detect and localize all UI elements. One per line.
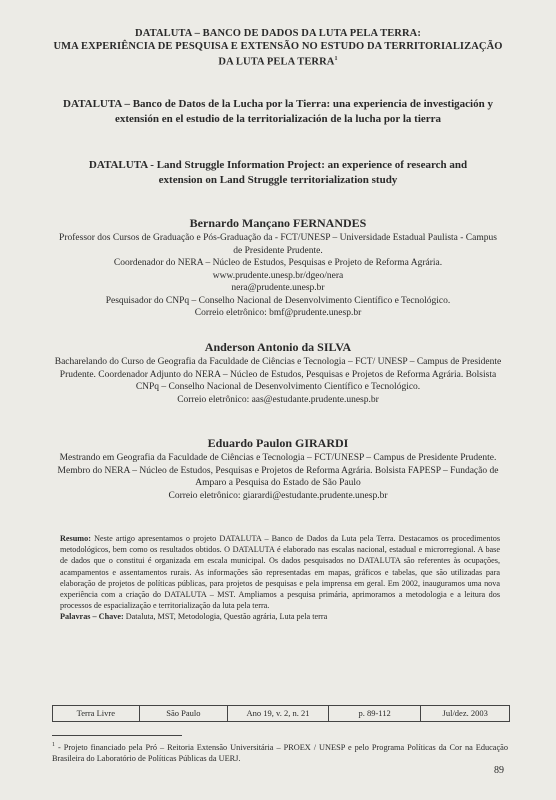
citation-pages: p. 89-112: [329, 706, 422, 721]
author-name: Bernardo Mançano FERNANDES: [189, 216, 367, 230]
author-block-silva: [54, 340, 502, 406]
keywords-label: Palavras – Chave:: [60, 612, 124, 622]
title-spanish: DATALUTA – Banco de Datos de la Lucha por la Tierra: una experiencia de investigación y extensión en el estudio de la territorialización de la lucha por la tierra: [63, 98, 493, 125]
abstract-label: Resumo:: [60, 534, 91, 543]
author-email: Correio eletrônico: aas@estudante.prudente.unesp.br: [177, 394, 379, 405]
author-affiliation: Pesquisador do CNPq – Conselho Nacional de Desenvolvimento Científico e Tecnológico.: [105, 295, 451, 306]
author-email: Correio eletrônico: giarardi@estudante.prudente.unesp.br: [168, 490, 388, 501]
citation-journal: Terra Livre: [53, 706, 140, 721]
title-pt-line3: [40, 53, 516, 69]
author-block-fernandes: [54, 216, 502, 320]
author-affiliation: Professor dos Cursos de Graduação e Pós-Graduação da - FCT/UNESP – Universidade Estadual Paulista - Campus de Presidente Prudente.: [59, 233, 497, 256]
abstract-text: Neste artigo apresentamos o projeto DATALUTA – Banco de Dados da Luta pela Terra. Destacamos os procedimentos metodológicos, bem como os resultados obtidos. O DATALUTA é elaborado nas escalas nacional, estadual e microrregional. A base de dados que o constitui é organizada em escala municipal. Os dados pesquisados no DATALUTA são referentes às ocupações, acampamentos e assentamentos rurais. As informações são representadas em mapas, gráficos e tabelas, que são utilizadas para elaboração de projetos de políticas públicas, para projetos de pesquisas e pela imprensa em geral. Em 2002, inauguramos uma nova experiência com a criação do DATALUTA – MST. Ampliamos a pesquisa primária, aprimoramos a metodologia e a leitura dos processos de espacialização e territorialização da luta pela terra.: [60, 534, 501, 611]
title-english: DATALUTA - Land Struggle Information Project: an experience of research and extension on Land Struggle territorialization study: [88, 159, 468, 186]
title-footnote-marker: 1: [334, 56, 338, 62]
title-pt-line2: UMA EXPERIÊNCIA DE PESQUISA E EXTENSÃO NO ESTUDO DA TERRITORIALIZAÇÃO: [53, 41, 503, 52]
author-email: nera@prudente.unesp.br: [231, 283, 325, 293]
author-affiliation: Coordenador do NERA – Núcleo de Estudos, Pesquisas e Projeto de Reforma Agrária.: [113, 258, 443, 268]
author-name: Eduardo Paulon GIRARDI: [207, 436, 349, 450]
title-pt-line1: DATALUTA – BANCO DE DADOS DA LUTA PELA TERRA:: [135, 28, 421, 39]
footnote-marker: 1: [52, 742, 55, 748]
citation-box: [52, 705, 510, 722]
footnote-text: - Projeto financiado pela Pró – Reitoria Extensão Universitária – PROEX / UNESP e pelo Programa Políticas da Cor na Educação Brasileira do Laboratório de Políticas Públicas da UERJ.: [52, 742, 508, 764]
title-portuguese: [40, 27, 516, 69]
citation-city: São Paulo: [140, 706, 229, 721]
author-block-girardi: [54, 436, 502, 502]
footnote: [52, 740, 508, 765]
citation-date: Jul/dez. 2003: [442, 708, 488, 718]
title-pt-line3-text: DA LUTA PELA TERRA: [218, 56, 335, 68]
page-number: 89: [494, 765, 504, 776]
author-email: Correio eletrônico: bmf@prudente.unesp.br: [194, 308, 362, 318]
author-name: Anderson Antonio da SILVA: [204, 340, 352, 354]
footnote-divider: [52, 735, 182, 736]
author-website: www.prudente.unesp.br/dgeo/nera: [212, 270, 344, 281]
keywords-text: Dataluta, MST, Metodologia, Questão agrária, Luta pela terra: [125, 612, 328, 622]
abstract: [60, 533, 500, 623]
citation-volume: Ano 19, v. 2, n. 21: [228, 706, 329, 721]
author-affiliation: Mestrando em Geografia da Faculdade de Ciências e Tecnologia – FCT/UNESP – Campus de Presidente Prudente. Membro do NERA – Núcleo de Estudos, Pesquisas e Projetos de Reforma Agrária. Bolsista FAPESP – Fundação de Amparo a Pesquisa do Estado de São Paulo: [57, 453, 499, 488]
author-affiliation: Bacharelando do Curso de Geografia da Faculdade de Ciências e Tecnologia – FCT/ UNESP – Campus de Presidente Prudente. Coordenador Adjunto do NERA – Núcleo de Estudos, Pesquisas e Projetos de Reforma Agrária. Bolsista CNPq – Conselho Nacional de Desenvolvimento Científico e Tecnológico.: [54, 357, 502, 392]
